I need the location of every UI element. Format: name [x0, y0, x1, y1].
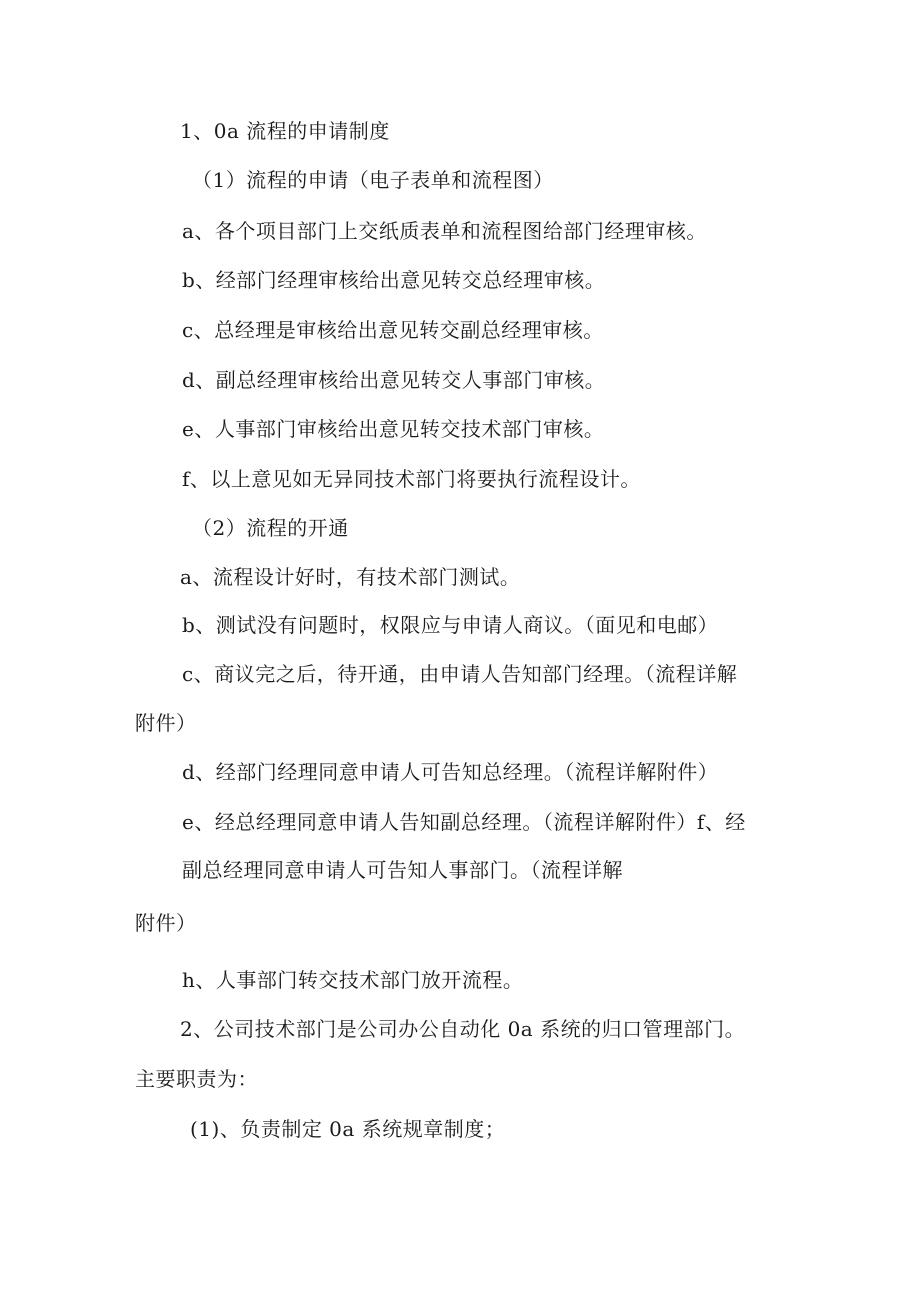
- paragraph-line: a、流程设计好时，有技术部门测试。: [180, 565, 521, 589]
- subsection-heading-2: （2）流程的开通: [192, 516, 349, 540]
- list-item: (1)、负责制定 0a 系统规章制度；: [190, 1117, 506, 1141]
- paragraph-line: 主要职责为：: [135, 1067, 258, 1091]
- paragraph-line: h、人事部门转交技术部门放开流程。: [182, 968, 524, 992]
- paragraph-line: b、经部门经理审核给出意见转交总经理审核。: [182, 268, 606, 292]
- paragraph-line: 副总经理同意申请人可告知人事部门。（流程详解: [182, 858, 623, 882]
- paragraph-line: d、副总经理审核给出意见转交人事部门审核。: [182, 368, 606, 392]
- subsection-heading-1: （1）流程的申请（电子表单和流程图）: [192, 168, 554, 192]
- paragraph-line: e、人事部门审核给出意见转交技术部门审核。: [182, 417, 605, 441]
- paragraph-line: b、测试没有问题时，权限应与申请人商议。（面见和电邮）: [182, 613, 719, 637]
- paragraph-line: a、各个项目部门上交纸质表单和流程图给部门经理审核。: [182, 219, 707, 243]
- paragraph-line: c、总经理是审核给出意见转交副总经理审核。: [182, 318, 604, 342]
- paragraph-line: e、经总经理同意申请人告知副总经理。（流程详解附件）f、经: [182, 810, 746, 834]
- paragraph-line: d、经部门经理同意申请人可告知总经理。（流程详解附件）: [182, 760, 719, 784]
- paragraph-line: 附件）: [135, 711, 197, 735]
- section-heading-1: 1、0a 流程的申请制度: [180, 119, 390, 143]
- section-heading-2: 2、公司技术部门是公司办公自动化 0a 系统的归口管理部门。: [180, 1017, 746, 1041]
- paragraph-line: 附件）: [135, 911, 197, 935]
- paragraph-line: c、商议完之后，待开通，由申请人告知部门经理。（流程详解: [182, 662, 738, 686]
- paragraph-line: f、以上意见如无异同技术部门将要执行流程设计。: [182, 467, 641, 491]
